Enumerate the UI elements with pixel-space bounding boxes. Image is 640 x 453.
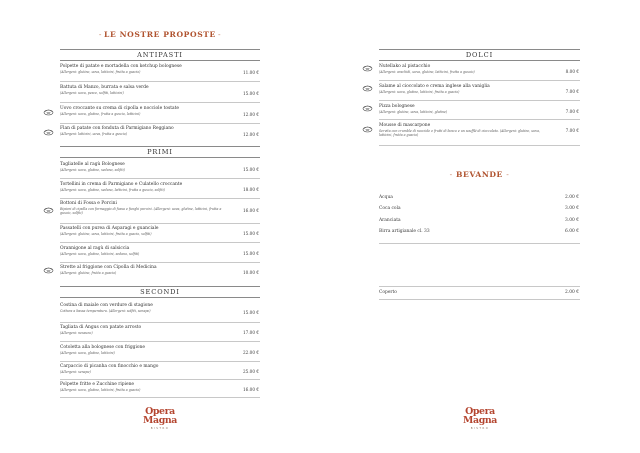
cover-charge <box>379 290 580 295</box>
item-name: Pizza bolognese <box>379 104 415 109</box>
item-price: 7.00 € <box>565 109 579 114</box>
item-name: Nutellako al pistacchio <box>379 64 431 69</box>
item-divider <box>60 341 260 342</box>
menu-item <box>60 126 260 136</box>
drink-price: 3.00 € <box>565 218 579 223</box>
menu-item <box>60 226 260 236</box>
menu-item <box>60 325 260 335</box>
item-price: 11.00 € <box>243 70 259 75</box>
item-allergens: (Allergeni: glutine, uova, latticini, glutine) <box>379 109 448 114</box>
logo-word-1: Opera <box>145 406 175 417</box>
item-divider <box>60 262 260 263</box>
bevande-title: - BEVANDE - <box>449 170 510 179</box>
cover-charge-label: Coperto <box>379 290 397 295</box>
menu-item <box>60 364 260 374</box>
item-divider <box>60 242 260 243</box>
logo <box>457 408 503 430</box>
vegetarian-icon <box>43 206 54 214</box>
drink-price: 3.00 € <box>565 206 579 211</box>
item-name: Bottoni di Fossa e Porcini <box>60 201 117 206</box>
section-header-dolci: DOLCI <box>379 49 580 61</box>
item-allergens: (Allergeni: latticini, uova, frutta a guscio) <box>60 131 128 136</box>
drink-price: 2.00 € <box>565 195 579 200</box>
item-allergens: Servita con crumble di nocciole e frutti di bosco e un soufflé di cioccolato. (Allergeni: glutine, uova, latticini, frutta a guscio) <box>379 128 541 137</box>
item-price: 22.00 € <box>243 350 259 355</box>
item-divider <box>60 178 260 179</box>
item-price: 25.00 € <box>243 369 259 374</box>
item-allergens: (Allergeni: uova, glutine, latticini, sedano, solfiti) <box>60 251 140 256</box>
logo-subtitle: BISTRO <box>150 427 170 431</box>
menu-item <box>379 84 580 94</box>
logo <box>137 408 183 430</box>
item-divider <box>60 123 260 124</box>
item-price: 15.00 € <box>243 310 259 315</box>
item-name: Orannigone al ragù di salsiccia <box>60 246 130 251</box>
section-header-antipasti: ANTIPASTI <box>60 49 260 61</box>
menu-item <box>60 64 260 74</box>
drink-item <box>379 218 580 223</box>
coperto-bottom-rule <box>379 299 580 300</box>
vegetarian-icon <box>362 104 373 112</box>
item-name: Carpaccio di picanha con finocchio e mango <box>60 364 159 369</box>
section-bottom-rule <box>379 145 580 146</box>
menu-item <box>60 345 260 355</box>
item-name: Strette al friggione con Cipolla di Medicina <box>60 265 157 270</box>
item-allergens: (Allergeni: glutine, uova, latticini, frutta a guscio, solfiti) <box>60 231 152 236</box>
cover-charge-price: 2.00 € <box>565 290 579 295</box>
item-divider <box>379 80 580 81</box>
item-price: 10.00 € <box>243 270 259 275</box>
item-price: 15.00 € <box>243 91 259 96</box>
logo-word-2: Magna <box>143 414 177 426</box>
item-allergens: (Allergeni: nessuno) <box>60 330 93 335</box>
vegetarian-icon <box>43 128 54 136</box>
logo-word-1: Opera <box>465 406 495 417</box>
drink-price: 6.00 € <box>565 229 579 234</box>
item-name: Tagliatelle al ragù Bolognese <box>60 162 125 167</box>
item-divider <box>60 198 260 199</box>
item-divider <box>60 322 260 323</box>
item-name: Flan di patate con fonduta di Parmigiano Reggiano <box>60 126 174 131</box>
item-price: 7.00 € <box>565 128 579 133</box>
item-name: Tortellini in crema di Parmigiano e Culatello croccante <box>60 182 183 187</box>
item-allergens: (Allergeni: uova, glutine, latticini) <box>60 350 115 355</box>
item-allergens: (Allergeni: uova, glutine, sedano, solfiti) <box>60 167 125 172</box>
vegetarian-icon <box>43 108 54 116</box>
logo-word-2: Magna <box>463 414 497 426</box>
section-header-secondi: SECONDI <box>60 286 260 298</box>
page-title-text: LE NOSTRE PROPOSTE <box>104 30 216 39</box>
vegetarian-icon <box>362 64 373 72</box>
item-divider <box>379 119 580 120</box>
item-allergens: (Allergeni: uova, glutine, latticini, frutta a guscio) <box>379 89 460 94</box>
menu-item <box>60 246 260 256</box>
item-name: Mousse di mascarpone <box>379 123 431 128</box>
vegetarian-icon <box>43 266 54 274</box>
menu-item <box>60 85 260 95</box>
item-price: 15.00 € <box>243 251 259 256</box>
item-price: 15.00 € <box>243 167 259 172</box>
menu-item <box>60 265 260 275</box>
item-allergens: Ripieni di cipolla con formaggio di fossa e funghi porcini. (Allergeni: uova, glutine, latticini, frutta a guscio, solfiti) <box>60 206 222 215</box>
item-price: 12.00 € <box>243 132 259 137</box>
drink-name: Aranciata <box>379 218 401 223</box>
item-divider <box>60 223 260 224</box>
item-divider <box>60 102 260 103</box>
item-divider <box>60 379 260 380</box>
item-name: Uovo croccante su crema di cipolla e nocciole tostate <box>60 106 179 111</box>
menu-item <box>379 123 580 137</box>
item-allergens: (Allergeni: glutine, frutta a guscio) <box>60 270 117 275</box>
vegetarian-icon <box>362 125 373 133</box>
item-divider <box>60 361 260 362</box>
menu-item <box>60 182 260 192</box>
item-price: 7.00 € <box>565 89 579 94</box>
bevande-title-text: BEVANDE <box>456 170 503 179</box>
item-divider <box>60 81 260 82</box>
menu-item <box>60 382 260 392</box>
item-name: Tagliata di Angus con patate arrosto <box>60 325 142 330</box>
item-price: 12.00 € <box>243 112 259 117</box>
menu-item <box>379 104 580 114</box>
item-allergens: (Allergeni: uova, glutine, latticini, frutta a guscio) <box>60 387 141 392</box>
drink-item <box>379 229 580 234</box>
item-name: Salame al cioccolato e crema inglese alla vaniglia <box>379 84 490 89</box>
vegetarian-icon <box>362 84 373 92</box>
item-allergens: (Allergeni: glutine, uova, latticini, frutta a guscio) <box>60 69 141 74</box>
section-bottom-rule <box>60 397 260 398</box>
item-name: Cotoletta alla bolognese con friggione <box>60 345 145 350</box>
item-allergens: (Allergeni: uova, pesce, solfiti, latticini) <box>60 90 124 95</box>
drink-name: Coca cola <box>379 206 401 211</box>
drink-name: Acqua <box>379 195 393 200</box>
page-title: - LE NOSTRE PROPOSTE - <box>98 30 222 39</box>
item-price: 15.00 € <box>243 231 259 236</box>
item-allergens: (Allergeni: arachidi, uova, glutine, latticini, frutta a guscio) <box>379 69 475 74</box>
section-header-primi: PRIMI <box>60 146 260 158</box>
item-allergens: Cottura a bassa temperatura. (Allergeni: solfiti, senape) <box>60 308 151 313</box>
item-name: Polpette fritte e Zucchine ripiene <box>60 382 134 387</box>
logo-subtitle: BISTRO <box>470 427 490 431</box>
item-price: 16.00 € <box>243 387 259 392</box>
item-price: 18.00 € <box>243 187 259 192</box>
coperto-top-rule <box>379 286 580 287</box>
item-allergens: (Allergeni: uova, glutine, sedano, latticini, frutta a guscio, solfiti) <box>60 187 165 192</box>
item-allergens: (Allergeni: senape) <box>60 369 91 374</box>
item-price: 17.00 € <box>243 330 259 335</box>
menu-item <box>60 106 260 116</box>
menu-item <box>60 303 260 313</box>
item-name: Passatelli con purea di Asparagi e guanciale <box>60 226 159 231</box>
item-price: 8.00 € <box>565 69 579 74</box>
drink-name: Birra artigianale cl. 33 <box>379 229 430 234</box>
item-name: Battuta di Manzo, burrata e salsa verde <box>60 85 149 90</box>
drink-item <box>379 206 580 211</box>
item-name: Costina di maiale con verdure di stagione <box>60 303 153 308</box>
drink-item <box>379 195 580 200</box>
item-divider <box>379 100 580 101</box>
item-allergens: (Allergeni: uova, glutine, frutta a guscio, latticini) <box>60 111 141 116</box>
section-bottom-rule <box>379 243 580 244</box>
item-price: 16.00 € <box>243 208 259 213</box>
item-name: Polpette di patate e mortadella con ketchup bolognese <box>60 64 182 69</box>
menu-item <box>379 64 580 74</box>
menu-item <box>60 162 260 172</box>
menu-item <box>60 201 260 215</box>
